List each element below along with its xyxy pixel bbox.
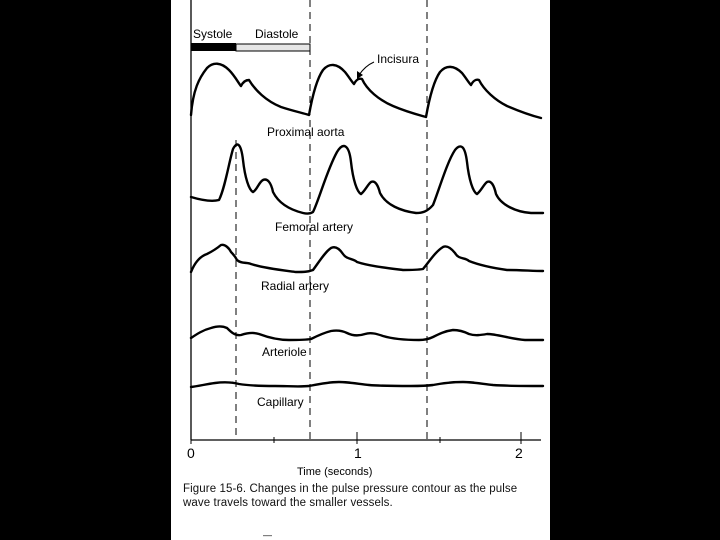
time-axis-label: Time (seconds) — [297, 466, 373, 478]
caption-figure-number: Figure 15-6. — [183, 483, 247, 495]
tick-label-2: 2 — [515, 445, 523, 461]
incisura-label: Incisura — [377, 52, 420, 66]
figure-caption — [183, 482, 543, 510]
capillary-label: Capillary — [257, 395, 304, 409]
proximal-aorta-trace — [191, 64, 541, 118]
pulse-contour-diagram — [171, 0, 550, 540]
radial-artery-label: Radial artery — [261, 279, 330, 293]
capillary-trace — [191, 382, 543, 387]
arteriole-label: Arteriole — [262, 345, 307, 359]
footer-mark: — — [263, 530, 272, 540]
arteriole-trace — [191, 327, 543, 341]
systole-bar — [191, 43, 236, 51]
systole-label: Systole — [193, 27, 233, 41]
femoral-artery-label: Femoral artery — [275, 220, 354, 234]
diastole-label: Diastole — [255, 27, 299, 41]
radial-artery-trace — [191, 245, 543, 272]
femoral-artery-trace — [191, 144, 543, 213]
tick-label-1: 1 — [354, 445, 362, 461]
caption-text: Changes in the pulse pressure contour as the pulse wave travels toward the smaller vessels. — [183, 483, 518, 509]
diastole-bar — [236, 44, 310, 51]
tick-label-0: 0 — [187, 445, 195, 461]
incisura-arrow — [359, 62, 374, 75]
time-axis-ticks — [191, 432, 521, 444]
proximal-aorta-label: Proximal aorta — [267, 125, 345, 139]
figure-page — [171, 0, 550, 540]
